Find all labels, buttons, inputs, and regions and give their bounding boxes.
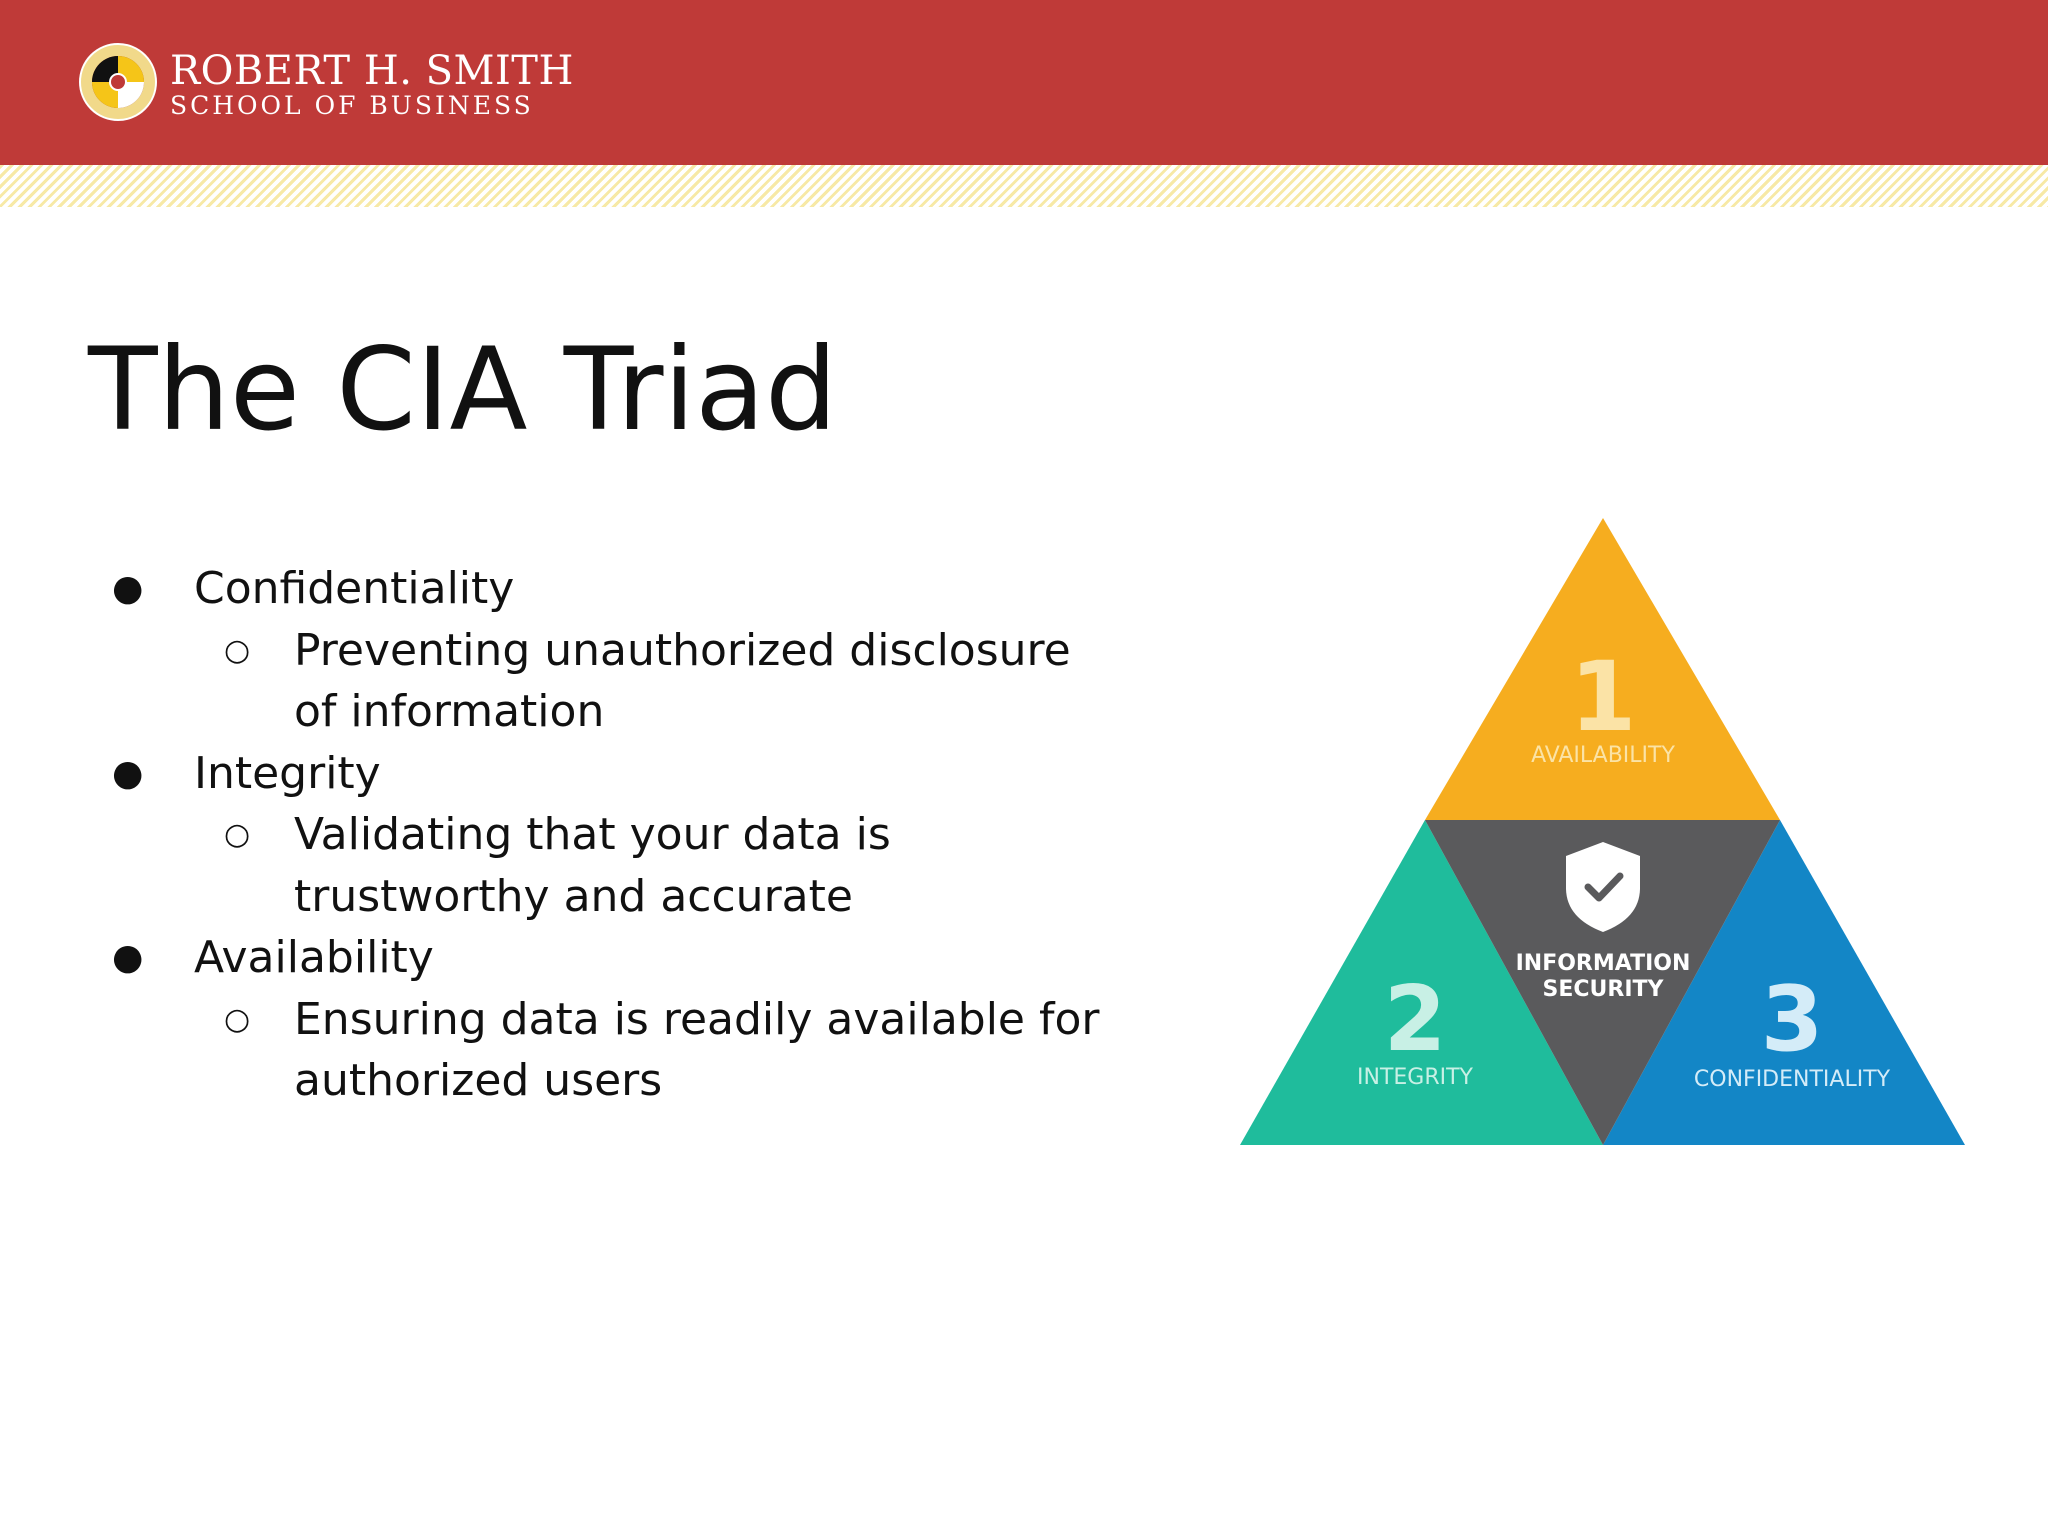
bullet-marker: ● [112,568,144,609]
triad-right-label: CONFIDENTIALITY [1693,1067,1891,1092]
bullet-list [112,558,1172,1112]
sub-bullet-marker: ○ [224,632,251,668]
triad-left-number: 2 [1383,967,1447,1072]
university-seal-logo [78,42,158,122]
slide-title: The CIA Triad [88,323,838,456]
bullet-item [112,743,1172,805]
brand-subtitle: SCHOOL OF BUSINESS [170,91,534,120]
cia-triad-diagram [1230,510,1970,1150]
bullet-label: Integrity [194,747,381,799]
bullet-label: Confidentiality [194,563,515,614]
sub-bullet-item [112,804,1172,927]
triad-left-label: INTEGRITY [1357,1065,1473,1090]
sub-bullet-text: Preventing unauthorized disclosure of information [294,624,1071,737]
header-stripe [0,165,2048,207]
bullet-item [112,927,1172,989]
sub-bullet-item [112,989,1172,1112]
brand-name: ROBERT H. SMITH [170,48,574,94]
sub-bullet-marker: ○ [224,817,251,852]
triad-right-number: 3 [1760,967,1824,1072]
bullet-marker: ● [112,752,144,794]
triad-top-number: 1 [1569,641,1637,753]
triad-center-line1: INFORMATION [1515,951,1691,976]
school-logo-text [170,50,574,120]
sub-bullet-marker: ○ [224,1001,251,1037]
triad-top-label: AVAILABILITY [1531,743,1675,768]
bullet-marker: ● [112,937,144,978]
sub-bullet-text: Validating that your data is trustworthy and accurate [294,809,891,922]
bullet-item [112,558,1172,620]
bullet-label: Availability [194,932,434,983]
sub-bullet-text: Ensuring data is readily available for authorized users [294,993,1100,1106]
sub-bullet-item [112,620,1172,743]
triad-center-line2: SECURITY [1542,977,1664,1002]
